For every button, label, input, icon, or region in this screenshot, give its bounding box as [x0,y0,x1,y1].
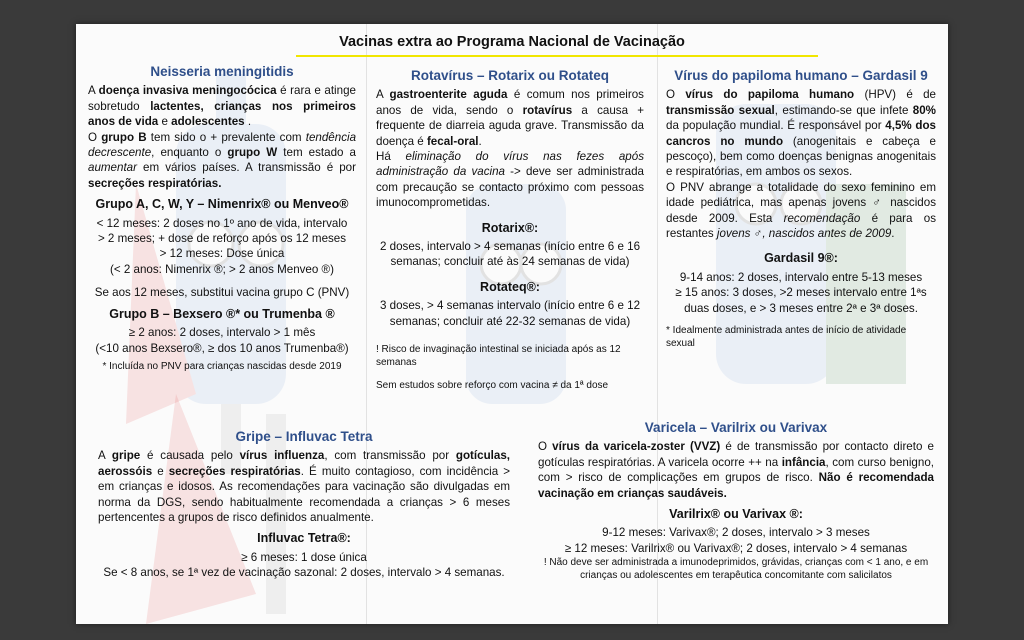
varilrix-line: 9-12 meses: Varivax®; 2 doses, intervalo > 3 meses [602,526,870,540]
gardasil-heading: Gardasil 9®: [764,251,838,266]
text-run: 80% [912,103,936,117]
text-run: , com curso benigno, com > risco de complicações em grupos de risco. [538,455,934,485]
text-run: O [666,88,686,102]
text-run: aumentar [88,161,137,175]
text-run: tem estado a [277,146,356,160]
gripe-heading: Gripe – Influvac Tetra [235,429,373,444]
acwy-line: < 12 meses: 2 doses no 1º ano de vida, intervalo [96,216,348,230]
text-run: fecal-oral [426,134,479,148]
text-run: vírus do papiloma humano [685,88,855,102]
text-run: doença invasiva meningocócica [98,84,277,98]
text-run: A [376,88,390,102]
acwy-line: > 2 meses; + dose de reforço após os 12 meses [97,232,347,246]
hpv-para2 [666,180,936,242]
text-run: é comum nos primeiros anos de vida, sendo o [376,88,644,117]
b-heading: Grupo B – Bexsero ®* ou Trumenba ® [109,306,335,321]
acwy-heading: Grupo A, C, W, Y – Nimenrix® ou Menveo® [95,197,349,212]
neisseria-heading: Neisseria meningitidis [150,64,294,79]
text-run: rotavírus [522,103,573,117]
hpv-note: * Idealmente administrada antes de início de atividade sexual [666,325,907,350]
text-run: eliminação do vírus nas fezes após administração da vacina [376,150,645,179]
text-run: gotículas, aerossóis [98,449,510,478]
title-underline [296,55,818,57]
rotarix-heading: Rotarix®: [481,220,539,235]
leaflet-page [76,24,948,624]
text-run: é para os restantes [666,211,937,241]
b-line: (<10 anos Bexsero®, ≥ dos 10 anos Trumenba®) [95,341,349,355]
text-run: é rara e atinge sobretudo [88,84,356,113]
text-run: O [88,130,102,144]
page-title: Vacinas extra ao Programa Nacional de Vacinação [339,34,685,50]
rotavirus-note: Sem estudos sobre reforço com vacina ≠ da 1ª dose [376,380,609,392]
influvac-line: ≥ 6 meses: 1 dose única [241,550,367,564]
text-run: secreções respiratórias [168,464,301,478]
gripe-section [98,429,510,581]
text-run: jovens ♂, nascidos antes de 2009 [716,227,892,241]
b-line: ≥ 2 anos: 2 doses, intervalo > 1 mês [128,326,316,340]
neisseria-group-b [88,130,356,192]
influvac-line: Se < 8 anos, se 1ª vez de vacinação sazonal: 2 doses, intervalo > 4 semanas. [103,566,505,580]
text-run: gripe [111,449,141,463]
text-run: infância [781,455,826,469]
gripe-intro [98,448,510,525]
rotateq-text: 3 doses, > 4 semanas intervalo (início entre 6 e 12 semanas; concluir até 22-32 semanas de vida) [379,299,641,328]
gardasil-line: duas doses, e > 3 meses entre 2ª e 3ª doses. [684,301,918,315]
text-run: . [891,227,895,241]
gardasil-line: ≥ 15 anos: 3 doses, >2 meses intervalo entre 1ªs [675,286,927,300]
text-run: O PNV abrange a totalidade do sexo feminino em idade pediátrica, mas apenas jovens ♂ nascidos desde 2009. Esta [666,180,936,225]
text-run: adolescentes [171,115,245,129]
influvac-heading: Influvac Tetra®: [257,531,351,546]
acwy-line: > 12 meses: Dose única [159,247,285,261]
varilrix-heading: Varilrix® ou Varivax ®: [669,507,803,522]
b-note: * Incluída no PNV para crianças nascidas desde 2019 [102,360,342,372]
hpv-heading: Vírus do papiloma humano – Gardasil 9 [674,68,928,83]
text-run: recomendação [783,211,861,225]
text-run: é causada pelo [140,449,240,463]
acwy-line: (< 2 anos: Nimenrix ®; > 2 anos Menveo ®) [110,262,334,276]
hpv-intro [666,87,936,179]
text-run: em vários países. A transmissão é por [136,161,356,175]
text-run: tem sido o + prevalente com [146,130,306,144]
rotavirus-heading: Rotavírus – Rotarix ou Rotateq [410,68,610,83]
text-run: e [152,464,169,478]
text-run: tendência decrescente [88,130,357,160]
text-run: e [158,115,172,129]
text-run: . É muito contagioso, com incidência > em crianças e idosos. As recomendações para vacinação são divulgadas em norma da DGS, sendo habitualmente recomendada a crianças > 6 meses pertencentes a grupos de risco definidos anualmente. [98,464,510,525]
gardasil-line: 9-14 anos: 2 doses, intervalo entre 5-13 meses [679,270,923,284]
text-run: Não é recomendada vacinação em crianças saudáveis. [538,471,934,500]
rotateq-heading: Rotateq®: [480,279,540,294]
text-run: A [88,84,99,98]
text-run: transmissão sexual [666,103,775,117]
rotavirus-intro [376,87,644,149]
text-run: vírus da varicela-zoster (VVZ) [552,440,721,454]
varilrix-line: ≥ 12 meses: Varilrix® ou Varivax®; 2 doses, intervalo > 4 semanas [564,541,908,555]
acwy-note: Se aos 12 meses, substitui vacina grupo C (PNV) [94,286,350,300]
text-run: (anogenitais e cabeça e pescoço), bem como doenças benignas anogenitais e respiratórias, em ambos os sexos. [666,134,936,179]
hpv-section [666,68,936,360]
text-run: Há [376,150,406,164]
text-run: , estimando-se que infete [774,103,913,117]
rotavirus-section [376,68,644,402]
text-run: A [98,449,112,463]
varicela-note: ! Não deve ser administrada a imunodeprimidos, grávidas, crianças com < 1 ano, e em crianças ou adolescentes em terapêutica concomitante com salicilatos [543,557,929,582]
neisseria-intro [88,83,356,129]
text-run: grupo W [227,146,278,160]
text-run: . [478,134,482,148]
varicela-intro [538,439,934,501]
text-run: (HPV) é de [854,88,936,102]
text-run: vírus influenza [239,449,325,463]
text-run: grupo B [101,130,147,144]
text-run: , com transmissão por [324,449,456,463]
text-run: -> deve ser administrada com precaução se contacto próximo com pessoas imunocomprometidas. [376,165,644,210]
text-run: . [244,115,252,129]
text-run: secreções respiratórias. [88,176,222,190]
text-run: gastroenterite aguda [389,88,508,102]
neisseria-section [88,64,356,373]
text-run: 4,5% dos cancros no mundo [666,119,936,148]
text-run: O [538,440,553,454]
text-run: é de transmissão por contacto direto e gotículas respiratórias. A varicela ocorre ++ na [538,440,934,469]
text-run: lactentes, crianças nos primeiros anos de vida [88,99,356,129]
rotarix-text: 2 doses, intervalo > 4 semanas (início entre 6 e 16 semanas; concluir até às 24 semanas de vida) [379,240,641,269]
rotavirus-para2 [376,149,644,211]
text-run: a causa + frequente de diarreia aguda grave. Transmissão da doença é [376,103,644,148]
text-run: , enquanto o [151,146,228,160]
varicela-section [538,420,934,582]
rotavirus-note: ! Risco de invaginação intestinal se iniciada após as 12 semanas [376,344,621,369]
varicela-heading: Varicela – Varilrix ou Varivax [644,420,828,435]
text-run: da população mundial. É responsável por [666,119,886,133]
